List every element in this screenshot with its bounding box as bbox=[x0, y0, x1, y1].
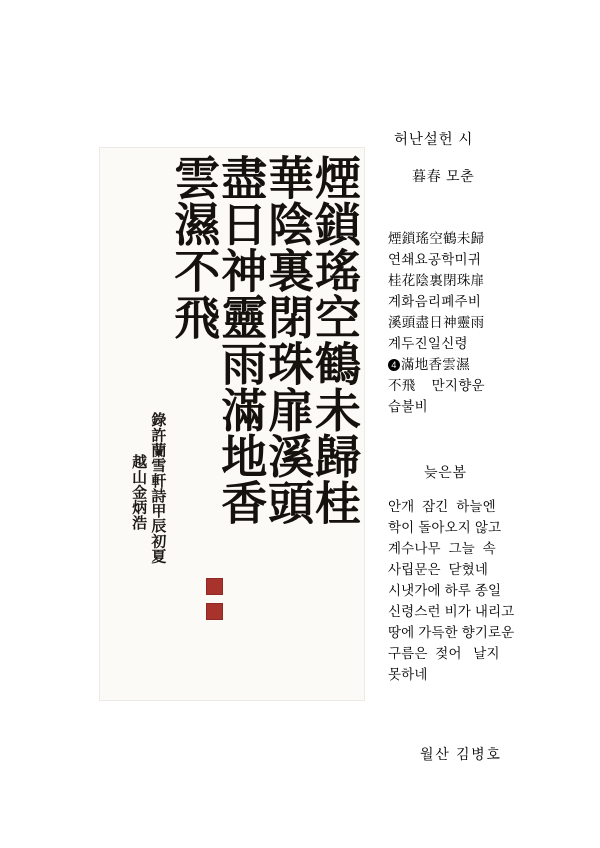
calligraphy-column-3: 盡日神靈雨滿地香 bbox=[214, 154, 269, 526]
hanja-line-1: 煙鎖瑤空鶴未歸 bbox=[388, 231, 485, 246]
hanja-line-7-text: 滿地香雲濕 bbox=[401, 357, 470, 372]
poem-subtitle: 暮春 모춘 bbox=[412, 168, 475, 184]
hanja-line-3: 桂花陰裏閉珠扉 bbox=[388, 273, 485, 288]
korean-line-1: 안개 잠긴 하늘엔 bbox=[388, 499, 496, 514]
korean-line-9: 못하네 bbox=[388, 667, 428, 682]
calligraphy-column-1: 煙鎖瑤空鶴未歸桂 bbox=[308, 154, 362, 526]
korean-title: 늦은봄 bbox=[424, 464, 467, 480]
hanja-line-2: 연쇄요공학미귀 bbox=[388, 252, 482, 267]
korean-line-3: 계수나무 그늘 속 bbox=[388, 541, 496, 556]
calligraphy-artwork bbox=[100, 148, 364, 700]
calligraphy-columns bbox=[100, 148, 364, 700]
korean-line-8: 구름은 젖어 날지 bbox=[388, 646, 500, 661]
korean-line-7: 땅에 가득한 향기로운 bbox=[388, 625, 515, 640]
hanja-transcription-block bbox=[388, 228, 485, 417]
korean-line-6: 신령스런 비가 내리고 bbox=[388, 604, 515, 619]
hanja-line-6: 계두진일신령 bbox=[388, 336, 468, 351]
calligraphy-inscription-left: 越山金炳浩 bbox=[130, 454, 149, 530]
author-signature: 월산 김병호 bbox=[420, 746, 502, 762]
korean-translation-block bbox=[388, 496, 514, 685]
page-title: 허난설헌 시 bbox=[394, 132, 474, 148]
hanja-line-9: 습불비 bbox=[388, 399, 428, 414]
korean-line-2: 학이 돌아오지 않고 bbox=[388, 520, 502, 535]
artist-seal-upper bbox=[206, 578, 223, 595]
artist-seal-lower bbox=[206, 603, 223, 620]
hanja-line-4: 계화음리폐주비 bbox=[388, 294, 482, 309]
korean-line-5: 시냇가에 하루 종일 bbox=[388, 583, 502, 598]
calligraphy-column-2: 華陰裏閉珠扉溪頭 bbox=[261, 154, 316, 526]
calligraphy-column-4: 雲濕不飛 bbox=[167, 154, 222, 340]
calligraphy-inscription-right: 錄許蘭雪軒詩甲辰初夏 bbox=[149, 412, 168, 564]
hanja-line-7 bbox=[388, 354, 485, 375]
hanja-line-8: 不飛 만지향운 bbox=[388, 378, 485, 393]
korean-line-4: 사립문은 닫혔네 bbox=[388, 562, 489, 577]
numbered-marker-icon: 4 bbox=[388, 359, 400, 371]
hanja-line-5: 溪頭盡日神靈雨 bbox=[388, 315, 485, 330]
